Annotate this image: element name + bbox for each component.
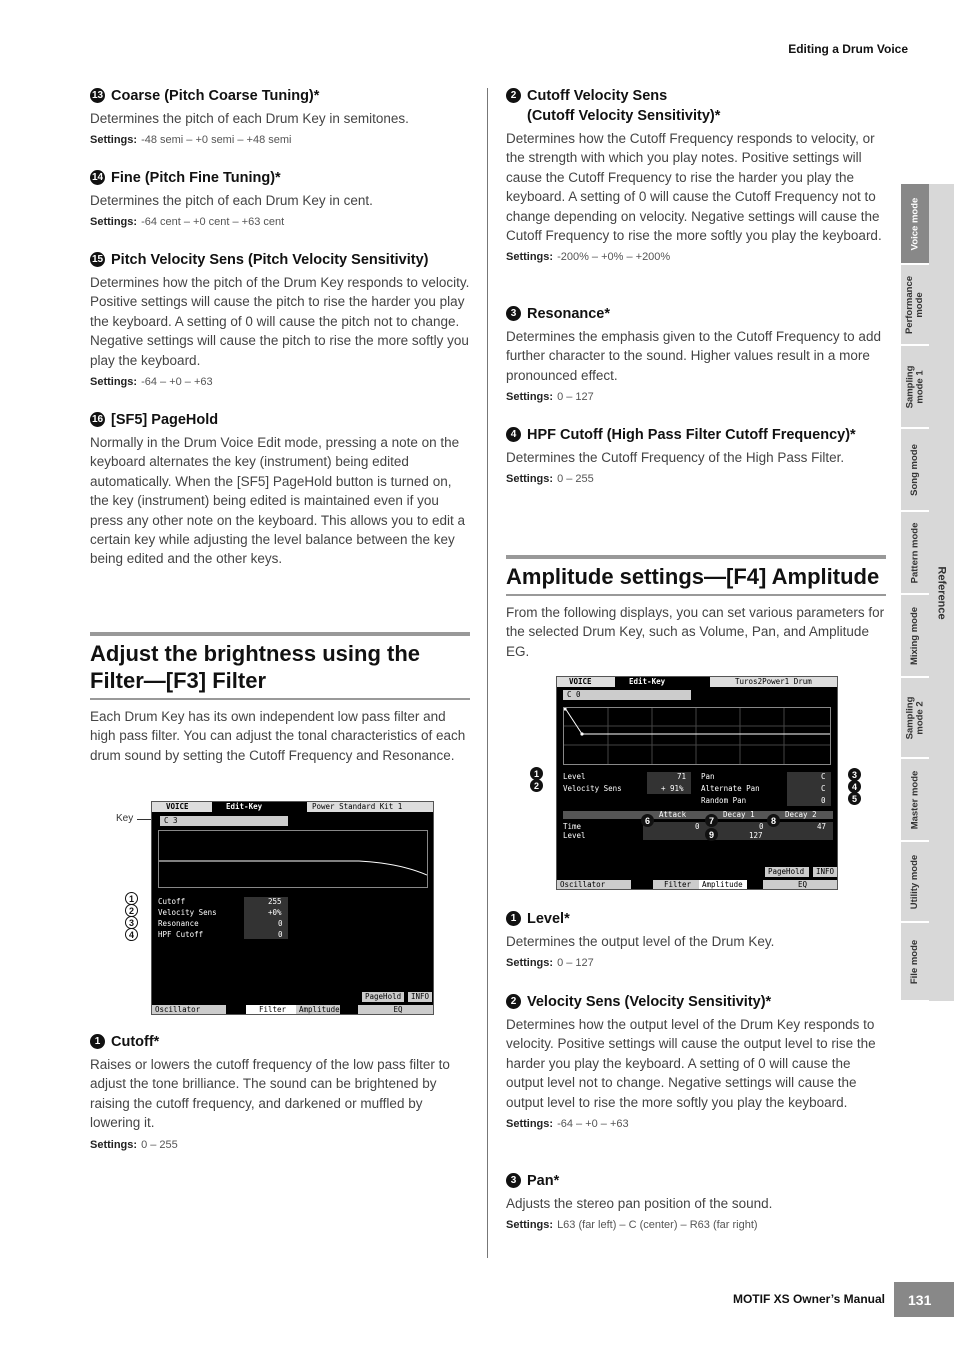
settings-label: Settings: [506,473,554,486]
section-desc: Raises or lowers the cutoff frequency of the low pass filter to adjust the tone brilliance. The sound can be brightened by raising the cutoff frequency, and darkened or muffled by lowering it. [90,1057,450,1131]
section-desc: Determines the output level of the Drum Key. [506,934,775,949]
callout-6-icon: 6 [641,814,654,827]
settings-value: -64 cent – +0 cent – +63 cent [141,216,285,229]
cutoff-section [90,1032,470,1151]
settings-value: -64 – +0 – +63 [141,376,213,389]
section-desc: Determines the emphasis given to the Cutoff Frequency to add further character to the sound. Higher values result in a more pronounced effect. [506,329,881,383]
lcd-row-value: +0% [268,908,282,917]
lcd-kit-name: Turos2Power1 Drum [735,677,812,686]
sidebar-tab-file[interactable] [901,923,929,1001]
lcd-eq-tab: EQ [358,1005,434,1015]
section-title: Cutoff* [111,1034,160,1050]
section-desc: Adjusts the stereo pan position of the sound. [506,1196,773,1211]
lcd-pagehold-button: PageHold [765,867,809,877]
hpf-cutoff-section [506,425,890,485]
lcd-altpan-label: Alternate Pan [701,784,760,793]
section-title: Pitch Velocity Sens (Pitch Velocity Sensitivity) [111,252,429,268]
callout-5-icon: 5 [848,792,861,805]
cutoff-velocity-section [506,86,886,263]
section-title: Level* [527,911,570,927]
lcd-decay1-time: 0 [759,822,764,831]
section-desc: Determines the pitch of each Drum Key in semitones. [90,111,409,126]
number-13-icon: 13 [90,88,105,103]
section-title: Fine (Pitch Fine Tuning)* [111,170,281,186]
lcd-attack-time: 0 [695,822,700,831]
lcd-row-value: 0 [278,930,283,939]
callout-4-icon: 4 [848,780,861,793]
section-desc: Determines the Cutoff Frequency of the High Pass Filter. [506,450,845,465]
sidebar-tab-label: Sampling mode 2 [904,696,926,739]
lcd-decay1-header: Decay 1 [723,810,755,819]
amplitude-intro: From the following displays, you can set various parameters for the selected Drum Key, such as Volume, Pan, and Amplitude EG. [506,605,885,659]
lcd-decay2-header: Decay 2 [785,810,817,819]
filter-heading: Adjust the brightness using the Filter—[F3] Filter [90,632,470,700]
settings-value: 0 – 127 [557,391,594,404]
amplitude-heading: Amplitude settings—[F4] Amplitude [506,555,886,596]
section-desc: Determines how the output level of the Drum Key responds to velocity. Positive settings will cause the output level to rise the harder you play the keyboard. A setting of 0 will cause the output level not to change. Negative settings will cause the output level to rise the more softly you play the keyboard. [506,1017,876,1110]
lcd-key-field: C 0 [567,690,581,699]
amplitude-lcd-screen [556,676,838,890]
sidebar-tab-utility[interactable] [901,842,929,922]
lcd-amplitude-tab: Amplitude [296,1005,340,1015]
callout-3-icon: 3 [848,768,861,781]
sidebar-tab-performance[interactable] [901,265,929,345]
section-title: Velocity Sens (Velocity Sensitivity)* [527,994,772,1010]
sidebar-tab-label: Voice mode [909,197,920,250]
lcd-filter-tab: Filter [246,1005,296,1015]
number-14-icon: 14 [90,170,105,185]
pan-section [506,1171,886,1231]
lcd-oscillator-tab: Oscillator [557,880,631,890]
lcd-row-label: HPF Cutoff [158,930,204,939]
lcd-level-value: 71 [677,772,687,781]
filter-lcd-screen [151,801,434,1015]
lcd-row-value: 0 [278,919,283,928]
sidebar-tab-label: File mode [909,939,920,984]
sidebar-tab-label: Mixing mode [909,606,920,665]
filter-curve-box [158,830,428,888]
lcd-level-label: Level [563,772,586,781]
section-title-2: (Cutoff Velocity Sensitivity)* [527,108,721,124]
settings-label: Settings: [90,134,138,147]
section-title: [SF5] PageHold [111,412,219,428]
lcd-key-field: C 3 [164,816,178,825]
number-1-icon: 1 [506,911,521,926]
lcd-pan-value: C [821,772,826,781]
number-3-icon: 3 [506,306,521,321]
sidebar-tab-voice[interactable] [901,184,929,264]
lcd-randompan-label: Random Pan [701,796,747,805]
lcd-info-button: INFO [813,867,837,877]
sidebar-tab-label: Pattern mode [909,522,920,583]
lcd-randompan-value: 0 [821,796,826,805]
coarse-section [90,86,470,146]
callout-7-icon: 7 [705,814,718,827]
footer-manual-title: MOTIF XS Owner’s Manual [732,1292,885,1306]
amplitude-eg-graph [563,707,831,765]
sidebar-tab-label: Sampling mode 1 [904,365,926,408]
settings-label: Settings: [506,1219,554,1232]
lcd-eq-tab: EQ [763,880,838,890]
lcd-vel-value: + 91% [661,784,684,793]
sidebar-tab-label: Master mode [909,770,921,829]
filter-curve-graph [159,831,427,887]
sidebar-tab-label: Performance mode [904,275,925,334]
section-desc: Determines the pitch of each Drum Key in cent. [90,193,373,208]
sidebar-tab-sampling1[interactable] [901,346,929,428]
settings-value: L63 (far left) – C (center) – R63 (far right) [557,1219,758,1232]
key-callout-label: Key [116,813,134,824]
lcd-row-label: Cutoff [158,897,186,906]
lcd-voice-tab: VOICE [569,677,592,686]
callout-1-icon: 1 [125,892,138,905]
lcd-row-label: Velocity Sens [158,908,217,917]
callout-2-icon: 2 [530,779,543,792]
settings-value: 0 – 255 [141,1138,178,1151]
callout-3-icon: 3 [125,916,138,929]
lcd-voice-tab: VOICE [166,802,189,811]
fine-section [90,168,470,228]
settings-value: 0 – 127 [557,957,594,970]
section-desc: Determines how the pitch of the Drum Key responds to velocity. Positive settings will cause the pitch to rise the harder you play the keyboard. A setting of 0 will cause the pitch not to change. Negative settings will cause the pitch to rise the more softly you play the keyboard. [90,275,470,368]
velocity-sens-section [506,992,886,1130]
lcd-vel-label: Velocity Sens [563,784,622,793]
section-header: Editing a Drum Voice [788,42,908,56]
lcd-decay1-level: 127 [749,831,763,840]
lcd-info-button: INFO [408,992,432,1002]
settings-value: -64 – +0 – +63 [557,1118,629,1131]
pitch-velocity-section [90,250,470,388]
lcd-oscillator-tab: Oscillator [152,1005,226,1015]
lcd-kit-name: Power Standard Kit 1 [312,802,403,811]
sidebar-tab-mixing[interactable] [901,595,929,677]
level-section [506,909,886,969]
section-title: Pan* [527,1173,560,1189]
number-4-icon: 4 [506,427,521,442]
section-desc: Normally in the Drum Voice Edit mode, pressing a note on the keyboard alternates the key (instrument) being edited automatically. When the [SF5] PageHold button is turned on, the key (instrument) being edited is maintained even if you press any other note on the keyboard. This allows you to edit a certain key while adjusting the level balance between the key being edited and the other keys. [90,435,465,567]
lcd-decay2-time: 47 [817,822,827,831]
page-number: 131 [894,1282,954,1317]
number-3-icon: 3 [506,1173,521,1188]
lcd-altpan-value: C [821,784,826,793]
sidebar-tab-sampling2[interactable] [901,678,929,758]
lcd-edit-tab: Edit-Key [629,677,666,686]
lcd-edit-tab: Edit-Key [226,802,263,811]
filter-intro: Each Drum Key has its own independent low pass filter and high pass filter. You can adjust the tonal characteristics of each drum sound by setting the Cutoff Frequency and Resonance. [90,709,466,763]
callout-1-icon: 1 [530,767,543,780]
number-16-icon: 16 [90,412,105,427]
section-desc: Determines how the Cutoff Frequency responds to velocity, or the strength with which you play notes. Positive settings will cause the Cutoff Frequency to rise the harder you play the keyboard. A setting of 0 will cause the Cutoff Frequency not to change depending on velocity. Negative settings will cause the Cutoff Frequency to rise the more softly you play the keyboard. [506,131,882,244]
settings-label: Settings: [506,957,554,970]
number-1-icon: 1 [90,1034,105,1049]
sidebar-tab-label: Utility mode [909,854,920,909]
callout-9-icon: 9 [705,828,718,841]
sidebar-tab-label: Song mode [909,443,921,496]
sidebar-tab-song[interactable] [901,429,929,511]
settings-label: Settings: [90,376,138,389]
lcd-eglevel-label: Level [563,831,586,840]
number-2-icon: 2 [506,88,521,103]
section-title: Cutoff Velocity Sens [527,88,668,104]
pagehold-section [90,410,470,569]
callout-4-icon: 4 [125,928,138,941]
lcd-row-label: Resonance [158,919,199,928]
settings-value: -48 semi – +0 semi – +48 semi [141,134,292,147]
lcd-amplitude-tab: Amplitude [699,880,747,890]
lcd-pagehold-button: PageHold [362,992,404,1002]
number-15-icon: 15 [90,252,105,267]
lcd-row-value: 255 [268,897,282,906]
section-title: Resonance* [527,306,611,322]
reference-strip [929,184,954,1001]
number-2-icon: 2 [506,994,521,1009]
settings-value: -200% – +0% – +200% [557,251,671,264]
lcd-attack-header: Attack [659,810,687,819]
settings-label: Settings: [90,1138,138,1151]
sidebar-tab-pattern[interactable] [901,512,929,594]
sidebar-tab-master[interactable] [901,759,929,841]
settings-label: Settings: [90,216,138,229]
reference-label: Reference [935,565,948,620]
section-title: Coarse (Pitch Coarse Tuning)* [111,88,320,104]
settings-label: Settings: [506,251,554,264]
column-divider [487,88,488,1258]
callout-8-icon: 8 [767,814,780,827]
settings-label: Settings: [506,1118,554,1131]
section-title: HPF Cutoff (High Pass Filter Cutoff Frequency)* [527,427,856,443]
callout-2-icon: 2 [125,904,138,917]
lcd-filter-tab: Filter [653,880,699,890]
settings-value: 0 – 255 [557,473,594,486]
settings-label: Settings: [506,391,554,404]
resonance-section [506,304,886,403]
lcd-time-label: Time [563,822,582,831]
lcd-pan-label: Pan [701,772,715,781]
